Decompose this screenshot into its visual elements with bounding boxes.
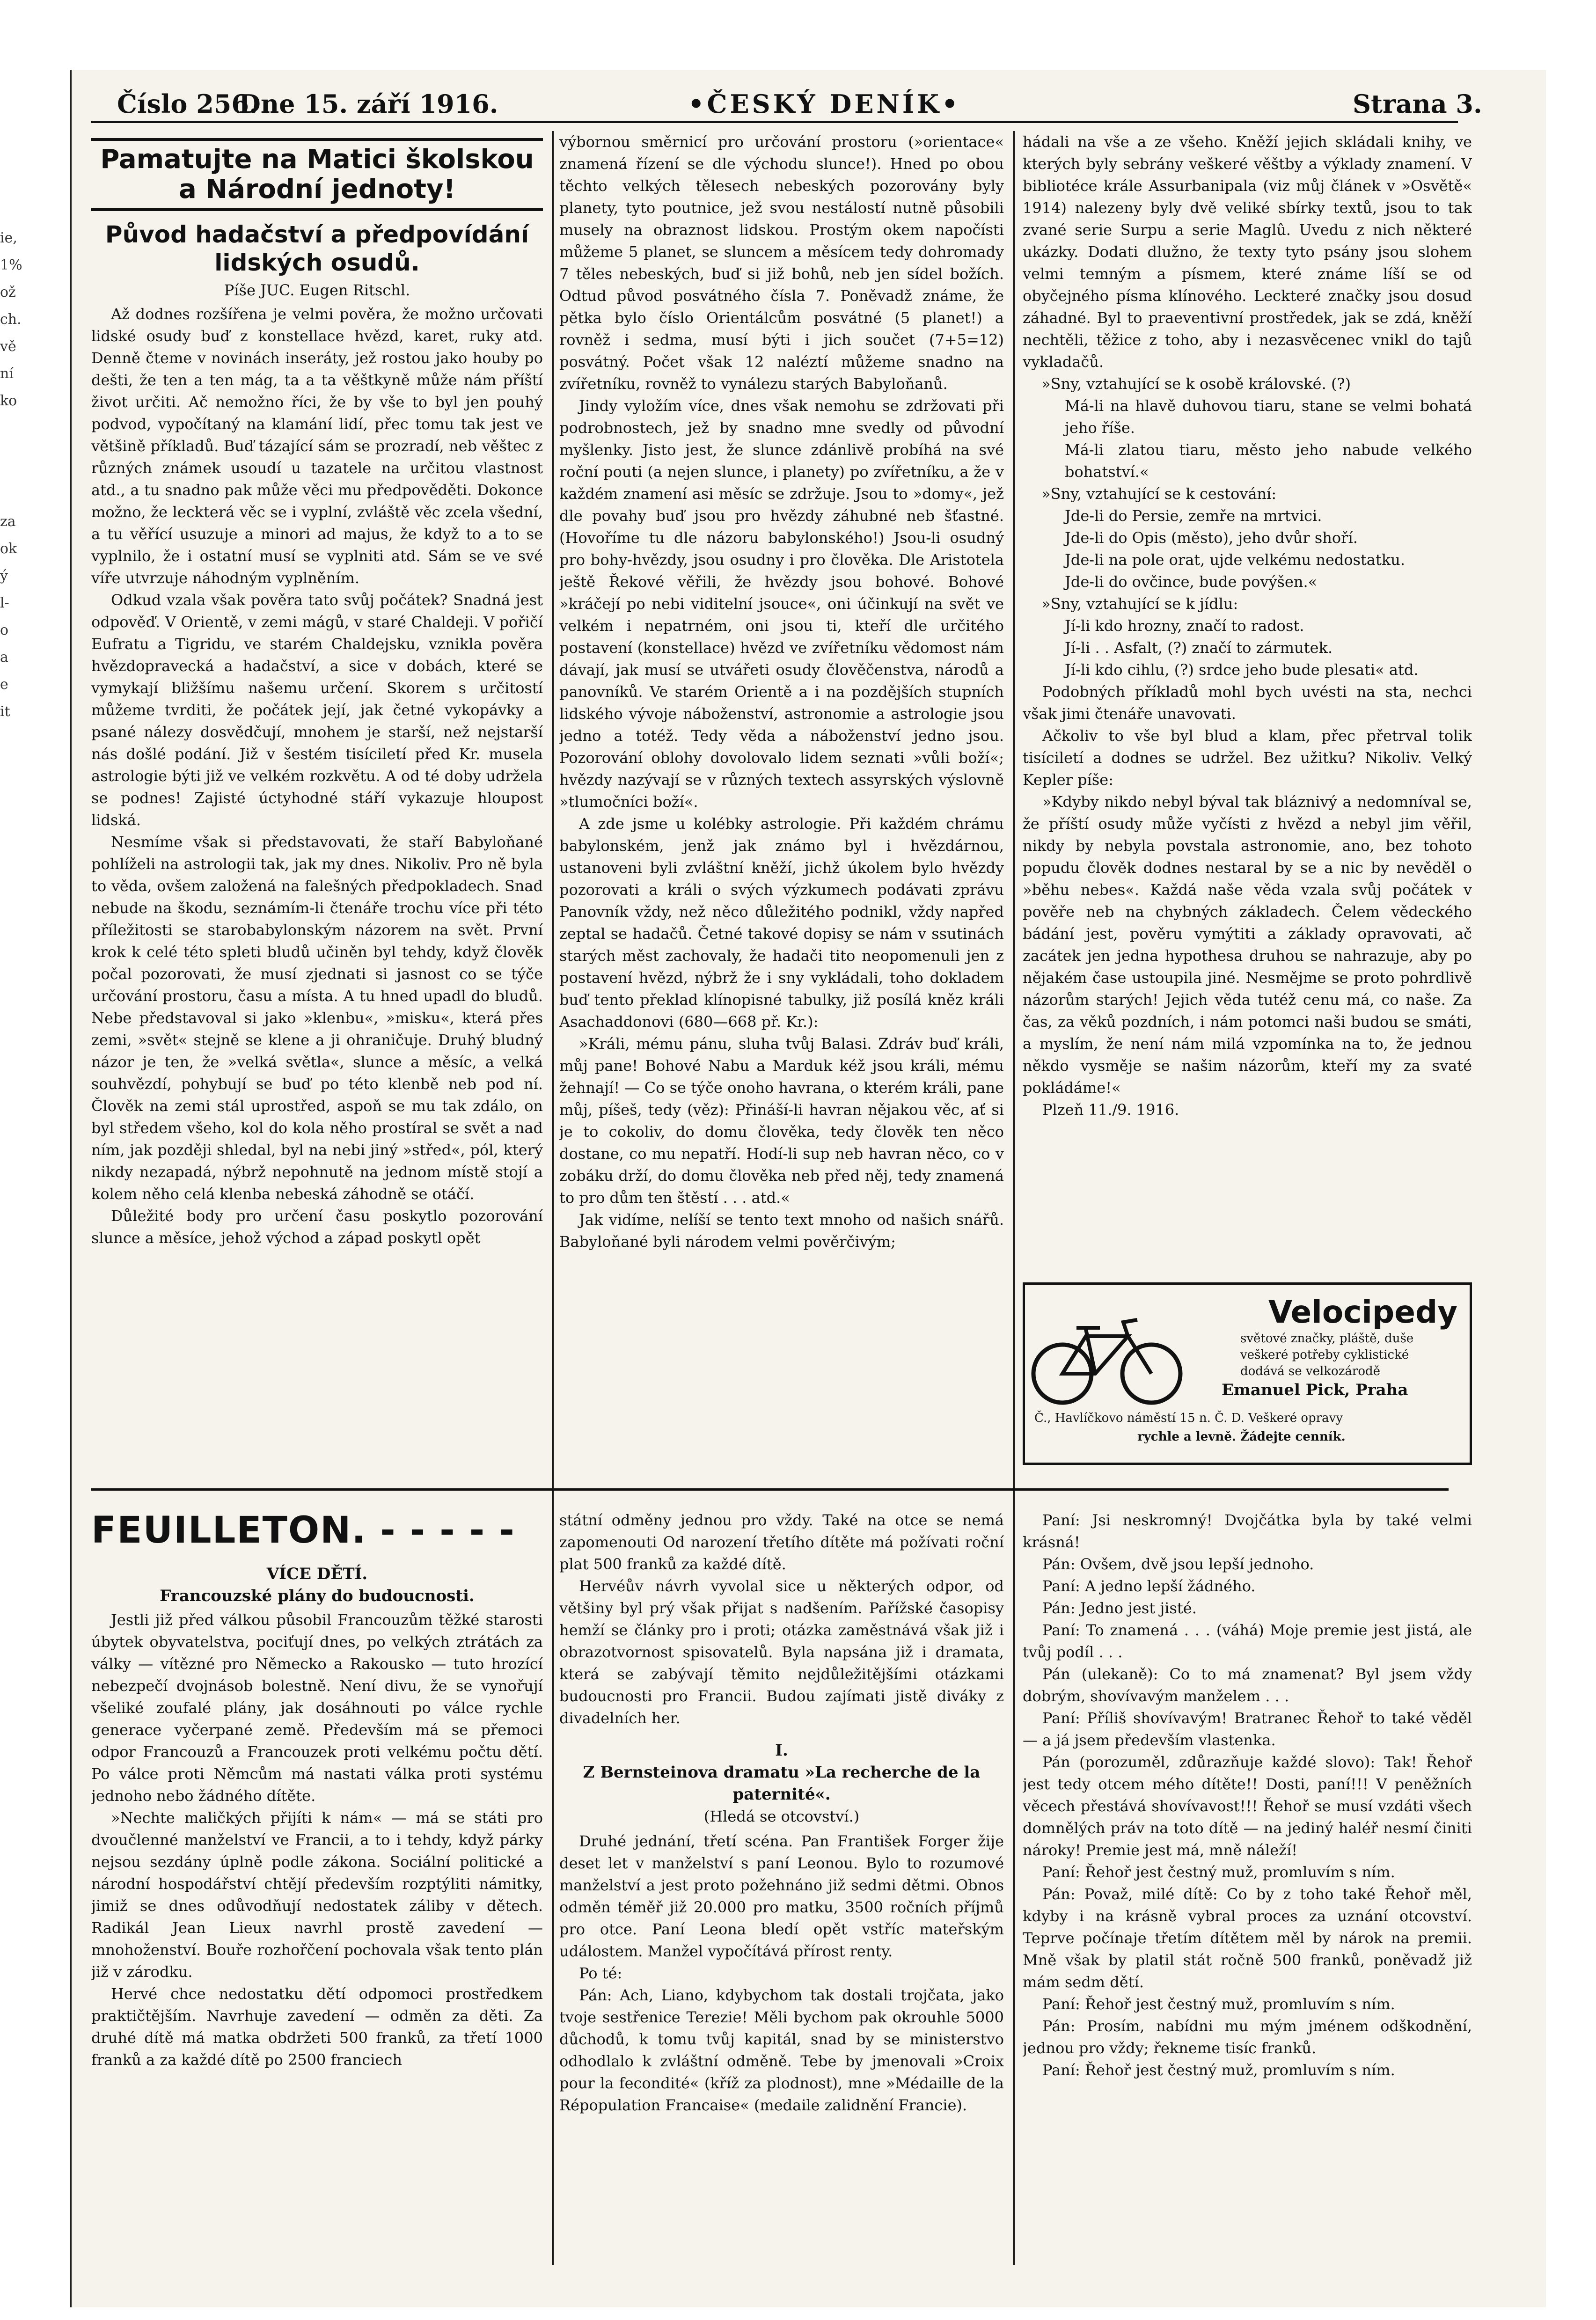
quote: »Králi, mému pánu, sluha tvůj Balasi. Zdráv buď králi, můj pane! Bohové Nabu a Marduk kéž jsou králi, mému žehnají! — Co se týče onoho havrana, o kterém králi, pane můj, píšeš, tedy (věz): Přináší-li havran nějakou věc, ať si je to cokoliv, do domu člověka, tedy člověk ten něco dostane, co mu nepatří. Hodí-li sup neb havran něco, co v zobáku drží, do domu člověka neb před něj, tedy znamená to pro dům ten štěstí . . . atd.«: [559, 1035, 1004, 1207]
edge-fragment: ní: [0, 366, 14, 382]
quote: »Kdyby nikdo nebyl býval tak bláznivý a nedomníval se, že příští osudy může vyčísti z hvězd a nebyl jim věřil, nikdy by nebyla povstala astronomie, ano, bez tohoto popudu člověk dodnes nestaral by se a nic by nevěděl o »běhu nebes«. Každá naše věda vzala svůj počátek v pověře neb na chybných základech. Čelem vědeckého bádání jest, pověru vymýtiti a základy opravovati, ač zacátek jen jedna hypothesa druhou se nahrazuje, aby po nějakém čase ustoupila jiné. Nesmějme se proto pohrdlivě názorům starých! Jejich věda tutéž cenu má, co naše. Za čas, za věků pozdních, i nám potomci naši budou se smáti, a myslím, že není nám milá vzpomínka na to, že jednou někdo vysměje se našim názorům, kteří my za svaté pokládáme!«: [1023, 793, 1472, 1097]
verse-line: »Sny, vztahující se k cestování:: [1041, 485, 1277, 503]
section-number: I.: [775, 1741, 788, 1760]
column-divider: [552, 131, 554, 2265]
byline: Píše JUC. Eugen Ritschl.: [224, 281, 410, 299]
column-divider: [1013, 131, 1015, 2265]
scene-title: Z Bernsteinova dramatu »La recherche de la paternité«.: [583, 1763, 981, 1804]
edge-fragment: o: [0, 622, 9, 638]
edge-fragment: 1%: [0, 257, 22, 273]
verse-line: Jde-li do Persie, zemře na mrtvici.: [1065, 507, 1322, 525]
scene-note: (Hledá se otcovství.): [703, 1808, 860, 1825]
verse-line: Jí-li kdo hrozny, značí to radost.: [1065, 617, 1304, 635]
masthead: •ČESKÝ DENÍK•: [688, 89, 961, 119]
article-title: Původ hadačství a předpovídání lidských osudů.: [105, 221, 529, 276]
dialogue-line: Paní: Jsi neskromný! Dvojčátka byla by také velmi krásná!: [1023, 1511, 1472, 1551]
dialogue-line: Pán (porozuměl, zdůrazňuje každé slovo): Tak! Řehoř jest tedy otcem mého dítěte!! Dosti, paní!!! V peněžních věcech přestává shovívavost!!! Řehoř se musí vzdáti všech domnělých práv na toto dítě — na jediný haléř nesmí činiti nároky! Premie jest má, mně náleží!: [1023, 1753, 1472, 1859]
paragraph: Až dodnes rozšířena je velmi pověra, že možno určovati lidské osudy buď z konstellace hvězd, karet, ruky atd. Denně čteme v novinách inseráty, jež rostou jako houby po dešti, že ten a ten mág, ta a ta věštkyně může nám příští život určiti. Ač nemožno říci, že by vše to byl jen pouhý podvod, vypočítaný na klamání lidí, přec tomu tak jest ve většině příkladů. Buď tázající sám se prozradí, neb věštec z různých známek usoudí u tazatele na určitou vlastnost atd., a tu snadno pak může věci mu předpověděti. Dokonce možno, že leckterá věc se i vyplní, zvláště věc zcela všední, a tu věřící usuzuje a minori ad majus, že když to a to se vyplnilo, že i ostatní musí se vyplniti atd. Sám se ve své víře utvrzuje náhodným vyplněním.: [91, 305, 543, 587]
dialogue-line: Pán: Prosím, nabídni mu mým jménem odškodnění, jednou pro vždy; řekneme tisíc franků.: [1023, 2017, 1472, 2057]
paragraph: výbornou směrnicí pro určování prostoru (»orientace« znamená řízení se dle východu slunce!). Hned po obou těchto velkých tělesech nebeských pozorovány byly planety, tyto poutnice, jež svou nestálostí nutně působili musely na obraznost lidskou. Prostým okem napočísti můžeme 5 planet, se sluncem a měsícem tedy dohromady 7 těles nebeských, buď si již bohů, neb jen sídel božích. Odtud původ posvátného čísla 7. Poněvadž známe, že pětka bylo číslo Orientálcům posvátné (5 planet!) a rovněž i sedma, musí býti i jich součet (7+5=12) posvátný. Počet však 12 naléztí můžeme snadno na zvířetníku, rovněž to vynálezu starých Babyloňanů.: [559, 133, 1004, 393]
paragraph: A zde jsme u kolébky astrologie. Při každém chrámu babylonském, jenž jak známo byl i hvězdárnou, ustanoveni byli zvláštní kněží, jichž úkolem bylo hvězdy pozorovati a králi o svých výzkumech podávati zprávu Panovník vždy, než něco důležitého podnikl, vždy napřed zeptal se hadačů. Četné takové dopisy se nám v ssutinách starých měst zachovaly, že hadači tito neopomenuli jen z postavení hvězd, nýbrž že i sny vykládali, toho dokladem buď tento překlad klínopisné tabulky, již posílá kněz králi Asachaddonovi (680—668 př. Kr.):: [559, 815, 1004, 1031]
paragraph: Odkud vzala však pověra tato svůj počátek? Snadná jest odpověď. V Orientě, v zemi mágů, v staré Chaldeji. V pořičí Eufratu a Tigridu, ve starém Chaldejsku, vznikla pověra hvězdopravecká a hadačství, a sice v dobách, které se vymykají bližšímu našemu určení. Skorem s určitostí můžeme tvrditi, že počátek její, jak četné vykopávky a psané nálezy dosvědčují, mnohem je starší, než nejstarší nás došlé podání. Již v šestém tisíciletí před Kr. musela astrologie býti již ve velkém rozkvětu. A od té doby udržela se podnes! Zajisté úctyhodné stáří vykazuje hloupost lidská.: [91, 591, 543, 829]
edge-fragment: it: [0, 703, 10, 720]
feuilleton-heading: VÍCE DĚTÍ.: [266, 1565, 368, 1583]
header-rule: [91, 121, 1458, 123]
edge-fragment: e: [0, 676, 8, 693]
paragraph: Jak vidíme, nelíší se tento text mnoho od našich snářů. Babyloňané byli národem velmi pověrčivým;: [559, 1211, 1004, 1251]
paragraph: hádali na vše a ze všeho. Kněží jejich skládali knihy, ve kterých byly sebrány veškeré věštby a výklady znamení. V bibliotéce krále Assurbanipala (viz můj článek v »Osvětě« 1914) nalezeny byly dvě veliké sbírky textů, jsou to tak zvané serie Surpu a serie Maglû. Uvedu z nich některé ukázky. Dodati dlužno, že texty tyto psány jsou slohem velmi temným a písmem, které známe líší se od obyčejného písma klínového. Leckteré značky jsou dosud záhadné. Byl to praeventivní prostředek, jak se zdá, kněží nechtěli, těžice z toho, aby i nezasvěcenec vnikl do tajů vykladačů.: [1023, 133, 1472, 371]
column-1: [91, 138, 543, 1467]
matice-notice: Pamatujte na Matici školskou a Národní jednoty!: [91, 138, 543, 211]
paragraph: Důležité body pro určení času poskytlo pozorování slunce a měsíce, jehož východ a západ poskytl opět: [91, 1207, 543, 1247]
paragraph: státní odměny jednou pro vždy. Také na otce se nemá zapomenouti Od narození třetího dítěte má požívati roční plat 500 franků za každé dítě.: [559, 1511, 1004, 1573]
edge-fragment: ch.: [0, 311, 22, 328]
paragraph: Hervé chce nedostatku dětí odpomoci prostředkem praktičtějším. Navrhuje zavedení — odměn za děti. Za druhé dítě má matka obdržeti 500 franků, za třetí 1000 franků a za každé dítě po 2500 franciech: [91, 1985, 543, 2069]
paragraph: Po té:: [579, 1964, 622, 1982]
dialogue-line: Pán: Považ, milé dítě: Co by z toho také Řehoř měl, kdyby i na krásně vybral proces za uznání otcovství. Teprve počínaje třetím dítětem měl by nárok na premii. Mně však by platil stát ročně 500 franků, poněvadž již mám sedm dětí.: [1023, 1885, 1472, 1991]
verse-line: Jde-li na pole orat, ujde velkému nedostatku.: [1065, 551, 1406, 569]
edge-fragment: ož: [0, 284, 16, 300]
ad-footer: rychle a levně. Žádejte cenník.: [1137, 1430, 1346, 1444]
bicycle-advertisement: [1023, 1282, 1472, 1465]
feuilleton-subheading: Francouzské plány do budoucnosti.: [160, 1587, 475, 1605]
edge-fragment: ko: [0, 393, 17, 409]
paragraph: »Nechte maličkých přijíti k nám« — má se státi pro dvoučlenné manželství ve Francii, a to i tehdy, když párky nejsou sezdány úplně podle zákona. Sociální politické a národní hospodářství chtějí především rozptýliti námitky, jimiž se dnes odůvodňují nedostatek záliby v dětech. Radikál Jean Lieux navrhl prostě zavedení — mnohoženství. Bouře rozhořčení pochovala však tento plán již v zárodku.: [91, 1809, 543, 1981]
ad-line: dodává se velkozárodě: [1240, 1364, 1380, 1378]
column-2: [559, 131, 1004, 1470]
paragraph: Nesmíme však si představovati, že staří Babyloňané pohlíželi na astrologii tak, jak my dnes. Nikoliv. Pro ně byla to věda, ovšem založená na falešných předpokladech. Snad nebude na škodu, seznámím-li čtenáře trochu více při této příležitosti se starobabylonským názorem na svět. První krok k celé této spleti bludů učiněn byl tehdy, když člověk počal pozorovati, že musí zjednati si jasnost co se týče určování prostoru, času a místa. A tu hned upadl do bludů. Nebe představoval si jako »klenbu«, »misku«, která přes zemi, »svět« stejně se klene a ji ohraničuje. Druhý bludný názor je ten, že »velká světla«, slunce a měsíc, a velká souhvězdí, pohybují se buď po této klenbě neb pod ní. Člověk na zemi stál uprostřed, aspoň se mu tak zdálo, on byl středem všeho, kol do kola něho prostíral se svět a nad ním, jak později shledal, byl na nebi jiný »střed«, pól, který nikdy nezapadá, nýbrž nepohnutě na jednom místě stojí a kolem něho celá klenba nebeská záhodně se otáčí.: [91, 833, 543, 1203]
dialogue-line: Pán: Jedno jest jisté.: [1042, 1599, 1197, 1617]
dialogue-line: Paní: Řehoř jest čestný muž, promluvím s ním.: [1042, 2061, 1395, 2079]
ad-line: světové značky, pláště, duše: [1240, 1332, 1414, 1346]
paragraph: Jindy vyložím více, dnes však nemohu se zdržovati při podrobnostech, jež by snadno mne svedly od původní myšlenky. Jisto jest, že slunce zdánlivě probíhá na své roční pouti (a nejen slunce, i planety) po zvířetníku, a že v každém znamení asi měsíc se zdržuje. Jsou to »domy«, jež dle povahy buď jsou pro hvězdy záhubné neb šťastné. (Hovoříme tu dle názoru babylonského!) Jsou-li osudný pro bohy-hvězdy, jsou osudny i pro člověka. Dle Aristotela ještě Řekové věřili, že hvězdy jsou bohové. Bohové »kráčejí po nebi viditelní jsouce«, oni účinkují na svět ve velkém i nepatrném, oni jsou ti, kteří dle určitého postavení (konstellace) hvězd ve zvířetníku vědomost nám dávají, jak musí se utvářeti osudy člověčenstva, národů a panovníků. Ve starém Orientě a i na pozdějších stupních lidského vývoje náboženství, astronomie a astrologie jsou jedno a totéž. Tedy věda a náboženství jedno jsou. Pozorování oblohy dovolovalo lidem seznati »vůli boží«; hvězdy nazývají se v různých textech assyrských výslovně »tlumočníci boží«.: [559, 397, 1004, 811]
paragraph: Jestli již před válkou působil Francouzům těžké starosti úbytek obyvatelstva, pociťují dnes, po velkých ztrátách za války — vítězné pro Německo a Rakousko — tuto hrozící nebezpečí dvojnásob bolestně. Není divu, že se vynořují všeliké zoufalé plány, jak dosáhnouti po válce rychle generace vyčerpané země. Především má se přemoci odpor Francouzů a Francouzek proti velkému počtu dětí. Po válce proti Němcům má nastati válka proti systému jednoho nebo žádného dítěte.: [91, 1611, 543, 1805]
dialogue-line: Pán (ulekaně): Co to má znamenat? Byl jsem vždy dobrým, shovívavým manželem . . .: [1023, 1665, 1472, 1705]
edge-fragment: l-: [0, 595, 9, 611]
page-number: Strana 3.: [1353, 89, 1482, 119]
bicycle-icon: [1030, 1303, 1184, 1411]
signature: Plzeň 11./9. 1916.: [1042, 1101, 1179, 1119]
dialogue-line: Pán: Ovšem, dvě jsou lepší jednoho.: [1042, 1555, 1314, 1573]
paragraph: Hervéův návrh vyvolal sice u některých odpor, od většiny byl prý však přijat s nadšením. Pařížské časopisy hemží se články pro i proti; otázka zaměstnává však již i obrazotvornost spisovatelů. Byla napsána již i dramata, která se zabývají těmito nejdůležitějšími otázkami budoucnosti pro Francii. Budou zajímati jistě diváky z divadelních her.: [559, 1577, 1004, 1727]
feuilleton-rule: [91, 1488, 1449, 1491]
verse-line: Má-li na hlavě duhovou tiaru, stane se velmi bohatá jeho říše.: [1065, 397, 1472, 437]
column-3: [1023, 131, 1472, 1268]
dialogue-line: Paní: Řehoř jest čestný muž, promluvím s ním.: [1042, 1863, 1395, 1881]
dialogue-line: Paní: Příliš shovívavým! Bratranec Řehoř to také věděl — a já jsem především vlastenka.: [1023, 1709, 1472, 1749]
paragraph: Pán: Ach, Liano, kdybychom tak dostali trojčata, jako tvoje sestřenice Terezie! Měli bychom pak okrouhle 5000 důchodů, k tomu tvůj kapitál, snad by se ministerstvo odhodlalo k zvláštní odměně. Tebe by jmenovali »Croix pour la fecondité« (kříž za plodnost), mne »Médaille de la Répopulation Francaise« (medaile zalidnění Francie).: [559, 1986, 1004, 2114]
paragraph: Podobných příkladů mohl bych uvésti na sta, nechci však jimi čtenáře unavovati.: [1023, 683, 1472, 723]
ad-dealer: Emanuel Pick, Praha: [1222, 1381, 1408, 1399]
feuilleton-title: FEUILLETON. - - - - -: [91, 1509, 515, 1552]
ad-address: Č., Havlíčkovo náměstí 15 n. Č. D. Veškeré opravy: [1034, 1411, 1343, 1425]
column-2-lower: [559, 1509, 1004, 2268]
verse-line: Jí-li . . Asfalt, (?) značí to zármutek.: [1065, 639, 1333, 657]
issue-date: Dne 15. září 1916.: [239, 89, 498, 119]
edge-fragment: a: [0, 649, 8, 666]
verse-line: Má-li zlatou tiaru, město jeho nabude velkého bohatství.«: [1065, 441, 1472, 481]
verse-line: Jde-li do ovčince, bude povýšen.«: [1065, 573, 1318, 591]
edge-fragment: ok: [0, 541, 17, 557]
issue-number: Číslo 256.: [117, 89, 258, 119]
edge-fragment: vě: [0, 338, 16, 355]
verse-line: »Sny, vztahující se k jídlu:: [1041, 595, 1238, 613]
feuilleton-column: [91, 1563, 543, 2265]
verse-line: »Sny, vztahující se k osobě královské. (?): [1041, 375, 1351, 393]
ad-brand: Velocipedy: [1268, 1294, 1458, 1330]
dialogue-line: Paní: A jedno lepší žádného.: [1042, 1577, 1256, 1595]
dialogue-column: [1023, 1509, 1472, 2268]
ad-line: veškeré potřeby cyklistické: [1240, 1348, 1409, 1362]
feuilleton-label: FEUILLETON.: [91, 1509, 367, 1552]
edge-fragments: [0, 225, 22, 725]
verse-line: Jde-li do Opis (město), jeho dvůr shoří.: [1065, 529, 1358, 547]
dialogue-line: Paní: Řehoř jest čestný muž, promluvím s ním.: [1042, 1995, 1395, 2013]
edge-fragment: ý: [0, 568, 8, 584]
verse-line: Jí-li kdo cihlu, (?) srdce jeho bude plesati« atd.: [1065, 661, 1419, 679]
paragraph: Druhé jednání, třetí scéna. Pan František Forger žije deset let v manželství s paní Leonou. Bylo to rozumové manželství a jest proto požehnáno již sedmi dětmi. Obnos odměn téměř již 20.000 pro matku, 3500 ročních příjmů pro otce. Paní Leona bledí opět vstříc mateřským událostem. Manžel vypočítává přírost renty.: [559, 1832, 1004, 1960]
edge-fragment: ie,: [0, 230, 17, 246]
paragraph: Ačkoliv to vše byl blud a klam, přec přetrval tolik tisíciletí a dodnes se udržel. Bez užitku? Nikoliv. Velký Kepler píše:: [1023, 727, 1472, 789]
dialogue-line: Paní: To znamená . . . (váhá) Moje premie jest jistá, ale tvůj podíl . . .: [1023, 1621, 1472, 1661]
edge-fragment: za: [0, 513, 16, 530]
